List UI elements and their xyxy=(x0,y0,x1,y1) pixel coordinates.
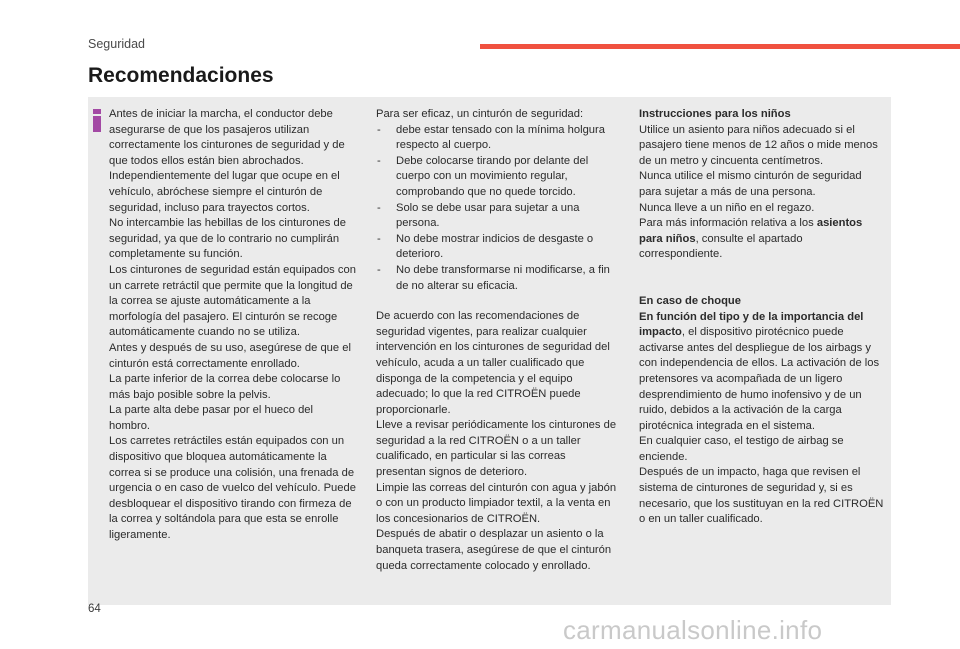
text-segment: , consulte el apartado correspondiente. xyxy=(639,232,803,261)
paragraph: Después de abatir o desplazar un asiento o la banqueta trasera, asegúrese de que el cinturón queda correctamente colocado y enrollado. xyxy=(376,528,612,572)
paragraph: En cualquier caso, el testigo de airbag se enciende. xyxy=(639,435,844,463)
paragraph: La parte inferior de la correa debe colocarse lo más bajo posible sobre la pelvis. xyxy=(109,373,341,401)
list-item: - No debe mostrar indicios de desgaste o deterioro. xyxy=(376,232,618,263)
list-item: - Debe colocarse tirando por delante del cuerpo con un movimiento regular, comprobando que no quede torcido. xyxy=(376,154,618,201)
section-label: Seguridad xyxy=(88,37,145,51)
column-general xyxy=(109,107,357,544)
paragraph: No intercambie las hebillas de los cinturones de seguridad, ya que de lo contrario no cumplirán completamente su función. xyxy=(109,217,346,261)
paragraph: Nunca utilice el mismo cinturón de seguridad para sujetar a más de una persona. xyxy=(639,170,862,198)
paragraph: Lleve a revisar periódicamente los cinturones de seguridad a la red CITROËN o a un taller cualificado, en particular si las correas presentan signos de deterioro. xyxy=(376,419,617,479)
column-children-crash xyxy=(639,107,885,528)
paragraph: Independientemente del lugar que ocupe en el vehículo, abróchese siempre el cinturón de seguridad, incluso para trayectos cortos. xyxy=(109,170,340,214)
paragraph: Los carretes retráctiles están equipados con un dispositivo que bloquea automáticamente la correa si se produce una colisión, una frenada de urgencia o en caso de vuelco del vehículo. Puede desbloquear el dispositivo tirando con firmeza de la correa y soltándola para que esta se enrolle ligeramente. xyxy=(109,435,356,542)
paragraph: Limpie las correas del cinturón con agua y jabón o con un producto limpiador textil, a la venta en los concesionarios de CITROËN. xyxy=(376,481,617,525)
info-icon xyxy=(93,109,101,132)
paragraph: De acuerdo con las recomendaciones de seguridad vigentes, para realizar cualquier intervención en los cinturones de seguridad del vehículo, acuda a un taller cualificado que disponga de la competencia y el equipo adecuado; lo que la red CITROËN puede proporcionarle. xyxy=(376,310,610,416)
paragraph: Nunca lleve a un niño en el regazo. xyxy=(639,201,815,214)
list-item: - debe estar tensado con la mínima holgura respecto al cuerpo. xyxy=(376,123,618,154)
paragraph xyxy=(639,216,885,263)
text-segment: , el dispositivo pirotécnico puede activarse antes del despliegue de los airbags y con independencia de ellos. La activación de los pretensores va acompañada de un ligero desprendimiento de humo inofensivo y de un ruido, debidos a la activación de la carga pirotécnica integrada en el sistema. xyxy=(639,326,880,432)
paragraph: Los cinturones de seguridad están equipados con un carrete retráctil que permite que la longitud de la correa se ajuste automáticamente a la morfología del pasajero. El cinturón se recoge automáticamente cuando no se utiliza. xyxy=(109,263,356,339)
child-seats-reference: asientos para niños xyxy=(639,217,863,245)
paragraph: Antes de iniciar la marcha, el conductor debe asegurarse de que los pasajeros utilizan correctamente los cinturones de seguridad y de que todos ellos están bien abrochados. xyxy=(109,108,345,167)
requirements-list xyxy=(376,123,618,295)
column-effectiveness xyxy=(376,107,618,574)
paragraph: Antes y después de su uso, asegúrese de que el cinturón está correctamente enrollado. xyxy=(109,341,351,370)
header-accent-bar xyxy=(480,44,960,49)
page-number: 64 xyxy=(88,603,101,615)
list-item: - No debe transformarse ni modificarse, a fin de no alterar su eficacia. xyxy=(376,263,618,294)
impact-emphasis: En función del tipo y de la importancia del impacto xyxy=(639,310,864,339)
crash-heading: En caso de choque xyxy=(639,294,741,307)
paragraph: La parte alta debe pasar por el hueco del hombro. xyxy=(109,404,314,432)
children-heading: Instrucciones para los niños xyxy=(639,108,791,120)
paragraph: Después de un impacto, haga que revisen el sistema de cinturones de seguridad y, si es necesario, que los sustituyan en la red CITROËN o en un taller cualificado. xyxy=(639,466,884,526)
text-segment: Para más información relativa a los xyxy=(639,217,817,230)
list-item: - Solo se debe usar para sujetar a una persona. xyxy=(376,201,618,232)
page-title: Recomendaciones xyxy=(88,64,274,87)
paragraph xyxy=(639,310,885,435)
content-panel xyxy=(88,97,891,605)
watermark: carmanualsonline.info xyxy=(563,615,823,645)
paragraph: Utilice un asiento para niños adecuado si el pasajero tiene menos de 12 años o mide menos de un metro y cincuenta centímetros. xyxy=(639,123,878,167)
list-intro: Para ser eficaz, un cinturón de seguridad: xyxy=(376,108,584,120)
